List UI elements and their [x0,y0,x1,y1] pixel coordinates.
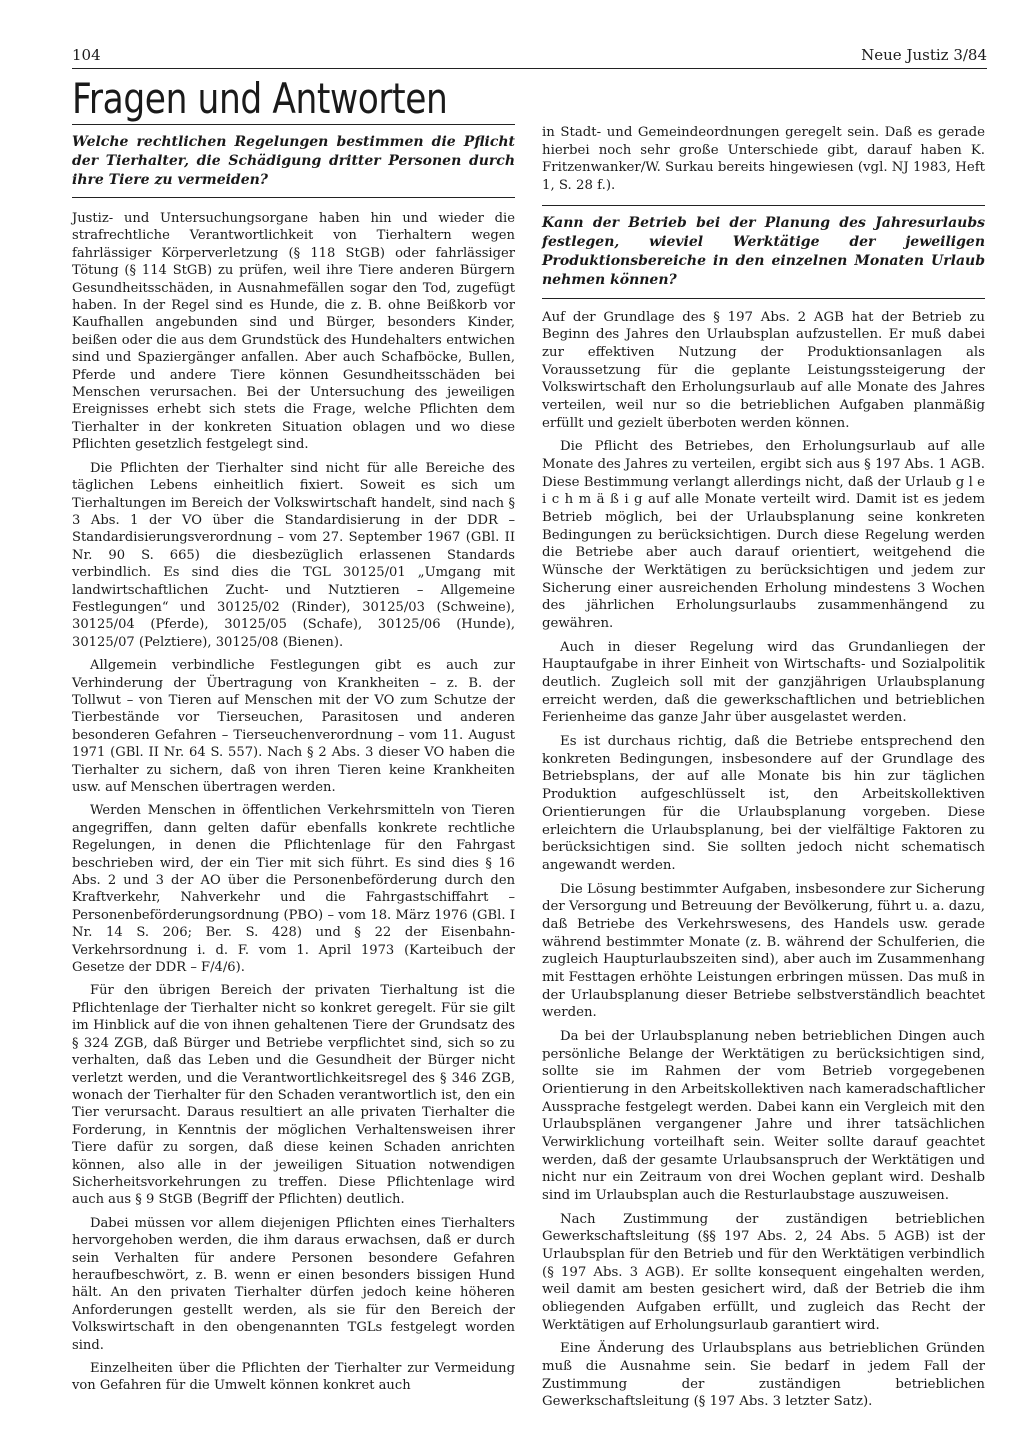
answer-2-paragraph: Da bei der Urlaubsplanung neben betrieblichen Dingen auch persönliche Belange der Werktätigen zu berücksichtigen sind, sollte sie im Rahmen der vom Betrieb vorgegebenen Orientierung in den Arbeitskollektiven nach kameradschaftlicher Aussprache festgelegt werden. Dabei kann ein Vergleich mit den Urlaubsplänen vergangener Jahre und ihrer tatsächlichen Verwirklichung vorteilhaft sein. Weiter sollte darauf geachtet werden, daß der gesamte Urlaubsanspruch der Werktätigen und nicht nur ein Zeitraum von drei Wochen geplant wird. Deshalb sind im Urlaubsplan auch die Resturlaubstage auszuweisen. [542,1028,985,1203]
answer-1-continuation: in Stadt- und Gemeindeordnungen geregelt sein. Daß es gerade hierbei noch sehr große Unterschiede gibt, darauf haben K. Fritzenwanker/W. Surkau bereits hingewiesen (vgl. NJ 1983, Heft 1, S. 28 f.). [542,125,985,194]
answer-2-paragraph: Es ist durchaus richtig, daß die Betriebe entsprechend den konkreten Bedingungen, insbesondere auf der Grundlage des Betriebsplans, der auf alle Monate bis hin zur täglichen Produktion aufgeschlüsselt ist, den Arbeitskollektiven Orientierungen für die Urlaubsplanung vorgeben. Diese erleichtern die Urlaubsplanung, bei der vielfältige Faktoren zu berücksichtigen sind. Sie sollten jedoch nicht schematisch angewandt werden. [542,734,985,873]
section-title: Fragen und Antworten [72,74,448,123]
answer-1-paragraph: Einzelheiten über die Pflichten der Tierhalter zur Vermeidung von Gefahren für die Umwelt können konkret auch [72,1361,515,1394]
answer-1-paragraph: Die Pflichten der Tierhalter sind nicht für alle Bereiche des täglichen Lebens einheitlich fixiert. Soweit es sich um Tierhaltungen im Bereich der Volkswirtschaft handelt, sind nach § 3 Abs. 1 der VO über die Standardisierung in der DDR – Standardisierungsverordnung – vom 27. September 1967 (GBl. II Nr. 90 S. 665) die diesbezüglich erlassenen Standards verbindlich. Es sind dies die TGL 30125/01 „Umgang mit landwirtschaftlichen Zucht- und Nutztieren – Allgemeine Festlegungen“ und 30125/02 (Rinder), 30125/03 (Schweine), 30125/04 (Pferde), 30125/05 (Schafe), 30125/06 (Hunde), 30125/07 (Pelztiere), 30125/08 (Bienen). [72,460,515,650]
answer-1-paragraph: Justiz- und Untersuchungsorgane haben hin und wieder die strafrechtliche Verantwortlichkeit von Tierhaltern wegen fahrlässiger Körperverletzung (§ 118 StGB) oder fahrlässiger Tötung (§ 114 StGB) zu prüfen, weil ihre Tiere anderen Bürgern Gesundheitsschäden, in Ausnahmefällen sogar den Tod, zugefügt haben. In der Regel sind es Hunde, die z. B. ohne Beißkorb vor Kaufhallen angebunden sind und Bürger, besonders Kinder, beißen oder die aus dem Grundstück des Hundehalters entwichen sind und Spaziergänger anfallen. Aber auch Schafböcke, Bullen, Pferde und andere Tiere können Gesundheitsschäden bei Menschen verursachen. Bei der Untersuchung des jeweiligen Ereignisses erhebt sich stets die Frage, welche Pflichten dem Tierhalter in der konkreten Situation oblagen und wo diese Pflichten gesetzlich festgelegt sind. [72,211,515,453]
answer-1-paragraph: Werden Menschen in öffentlichen Verkehrsmitteln von Tieren angegriffen, dann gelten dafür ebenfalls konkrete rechtliche Regelungen, in denen die Pflichtenlage für den Fahrgast beschrieben wird, der ein Tier mit sich führt. Es sind dies § 16 Abs. 2 und 3 der AO über die Personenbeförderung durch den Kraftverkehr, Nahverkehr und die Fahrgastschiffahrt – Personenbeförderungsordnung (PBO) – vom 18. März 1976 (GBl. I Nr. 14 S. 206; Ber. S. 428) und § 22 der Eisenbahn-Verkehrsordnung i. d. F. vom 1. April 1973 (Karteibuch der Gesetze der DDR – F/4/6). [72,803,515,976]
page-header [72,46,987,69]
answer-2-paragraph: Auch in dieser Regelung wird das Grundanliegen der Hauptaufgabe in ihrer Einheit von Wirtschafts- und Sozialpolitik deutlich. Zugleich soll mit der ganzjährigen Urlaubsplanung erreicht werden, daß die gewerkschaftlichen und betrieblichen Ferienheime das ganze Jahr über ausgelastet werden. [542,639,985,726]
answer-1-paragraph: Für den übrigen Bereich der privaten Tierhaltung ist die Pflichtenlage der Tierhalter nicht so konkret geregelt. Für sie gilt im Hinblick auf die von ihnen gehaltenen Tiere der Grundsatz des § 324 ZGB, daß Bürger und Betriebe verpflichtet sind, sich so zu verhalten, daß das Leben und die Gesundheit der Bürger nicht verletzt werden, und die Verantwortlichkeitsregel des § 346 ZGB, wonach der Tierhalter für den Schaden verantwortlich ist, den ein Tier verursacht. Daraus resultiert an alle privaten Tierhalter die Forderung, in Kenntnis der möglichen Verhaltensweisen ihrer Tiere dafür zu sorgen, daß diese keinen Schaden anrichten können, also alle in der jeweiligen Situation notwendigen Sicherheitsvorkehrungen zu treffen. Diese Pflichtenlage wird auch aus § 9 StGB (Begriff der Pflichten) deutlich. [72,983,515,1208]
answer-2-paragraph: Nach Zustimmung der zuständigen betrieblichen Gewerkschaftsleitung (§§ 197 Abs. 2, 24 Abs. 5 AGB) ist der Urlaubsplan für den Betrieb und für den Werktätigen verbindlich (§ 197 Abs. 3 AGB). Er sollte konsequent eingehalten werden, weil damit am besten gesichert wird, daß der Betrieb die ihm obliegenden Aufgaben erfüllt, und zugleich das Recht der Werktätigen auf Erholungsurlaub garantiert wird. [542,1211,985,1333]
answer-1-paragraph: Dabei müssen vor allem diejenigen Pflichten eines Tierhalters hervorgehoben werden, die ihm daraus erwachsen, daß er durch sein Verhalten für andere Personen besondere Gefahren heraufbeschwört, z. B. wenn er einen besonders bissigen Hund hält. An den privaten Tierhalter dürfen jedoch keine höheren Anforderungen gestellt werden, als sie für den Bereich der Volkswirtschaft in den obengenannten TGLs festgelegt worden sind. [72,1215,515,1353]
question-1: Welche rechtlichen Regelungen bestimmen die Pflicht der Tierhalter, die Schädigung dritter Personen durch ihre Tiere zu vermeiden? [72,124,515,198]
journal-issue: Neue Justiz 3/84 [861,46,987,64]
answer-2-paragraph: Die Pflicht des Betriebes, den Erholungsurlaub auf alle Monate des Jahres zu verteilen, ergibt sich aus § 197 Abs. 1 AGB. Diese Bestimmung verlangt allerdings nicht, daß der Urlaub g l e i c h m ä ß i g auf alle Monate verteilt wird. Damit ist es jedem Betrieb möglich, bei der Urlaubsplanung seine konkreten Bedingungen zu berücksichtigen. Durch diese Regelung werden die Betriebe aber auch darauf orientiert, weitgehend die Wünsche der Werktätigen zu berücksichtigen und jedem zur Sicherung einer ausreichenden Erholung mindestens 3 Wochen des jährlichen Erholungsurlaubs zusammenhängend zu gewähren. [542,439,985,632]
right-column [542,124,985,1417]
question-2: Kann der Betrieb bei der Planung des Jahresurlaubs festlegen, wieviel Werktätige der jeweiligen Produktionsbereiche in den einzelnen Monaten Urlaub nehmen können? [542,205,985,299]
answer-2-paragraph: Auf der Grundlage des § 197 Abs. 2 AGB hat der Betrieb zu Beginn des Jahres den Urlaubsplan aufzustellen. Er muß dabei zur effektiven Nutzung der Produktionsanlagen als Voraussetzung für die geplante Leistungssteigerung der Volkswirtschaft den Erholungsurlaub auf alle Monate des Jahres verteilen, weil nur so die betrieblichen Aufgaben planmäßig erfüllt und gezielt überboten werden können. [542,309,985,431]
answer-2-paragraph: Eine Änderung des Urlaubsplans aus betrieblichen Gründen muß die Ausnahme sein. Sie bedarf in jedem Fall der Zustimmung der zuständigen betrieblichen Gewerkschaftsleitung (§ 197 Abs. 3 letzter Satz). [542,1341,985,1410]
left-column [72,124,515,1401]
answer-1-paragraph: Allgemein verbindliche Festlegungen gibt es auch zur Verhinderung der Übertragung von Krankheiten – z. B. der Tollwut – von Tieren auf Menschen mit der VO zum Schutze der Tierbestände vor Tierseuchen, Parasitosen und anderen besonderen Gefahren – Tierseuchenverordnung – vom 11. August 1971 (GBl. II Nr. 64 S. 557). Nach § 2 Abs. 3 dieser VO haben die Tierhalter zu sichern, daß von ihren Tieren keine Krankheiten usw. auf Menschen übertragen werden. [72,658,515,795]
answer-2-paragraph: Die Lösung bestimmter Aufgaben, insbesondere zur Sicherung der Versorgung und Betreuung der Bevölkerung, führt u. a. dazu, daß Betriebe des Verkehrswesens, des Handels usw. gerade während bestimmter Monate (z. B. während der Schulferien, die zugleich Haupturlaubszeiten sind), aber auch im Zusammenhang mit Festtagen erhöhte Leistungen erbringen müssen. Das muß in der Urlaubsplanung dieser Betriebe selbstverständlich beachtet werden. [542,881,985,1021]
page-number: 104 [72,46,101,64]
